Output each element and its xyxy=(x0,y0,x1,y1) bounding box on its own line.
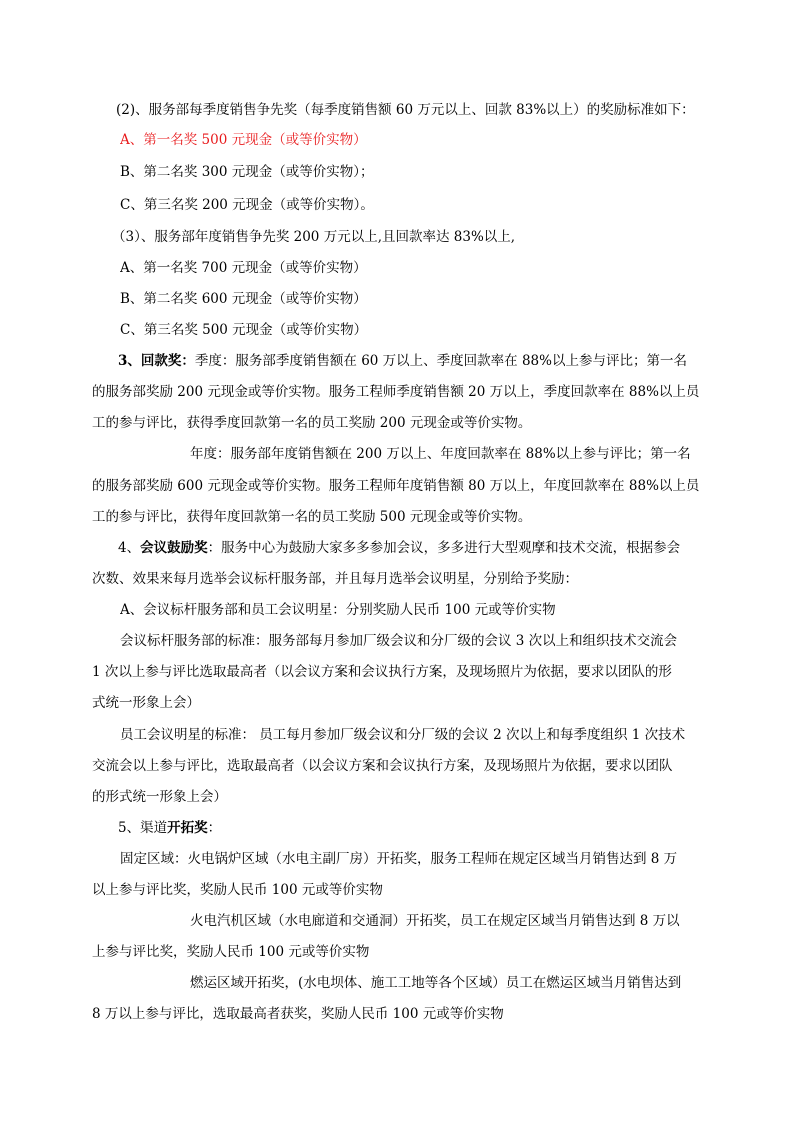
star-standard-line-1: 员工会议明星的标准： 员工每月参加厂级会议和分厂级的会议 2 次以上和每季度组织 1 次技术 xyxy=(120,727,686,743)
fixed-area-line-2: 以上参与评比奖，奖励人民币 100 元或等价实物 xyxy=(92,882,383,898)
meeting-award-item-a: A、会议标杆服务部和员工会议明星：分别奖励人民币 100 元或等价实物 xyxy=(120,602,556,618)
quarterly-award-heading: (2)、服务部每季度销售争先奖（每季度销售额 60 万元以上、回款 83%以上）的奖励标准如下： xyxy=(116,102,695,118)
turbine-area-line-1: 火电汽机区域（水电廊道和交通洞）开拓奖，员工在规定区域当月销售达到 8 万以 xyxy=(190,913,680,929)
collection-award-year-line-2: 的服务部奖励 600 元现金或等价实物。服务工程师年度销售额 80 万以上，年度回款率在 88%以上员 xyxy=(92,478,700,494)
star-standard-line-2: 交流会以上参与评比，选取最高者（以会议方案和会议执行方案，及现场照片为依据，要求以团队 xyxy=(92,758,673,774)
fuel-area-line-2: 8 万以上参与评比，选取最高者获奖，奖励人民币 100 元或等价实物 xyxy=(92,1006,504,1022)
fixed-area-line-1: 固定区域：火电锅炉区域（水电主副厂房）开拓奖，服务工程师在规定区域当月销售达到 8 万 xyxy=(120,851,678,867)
fuel-area-line-1: 燃运区域开拓奖，(水电坝体、施工工地等各个区域）员工在燃运区域当月销售达到 xyxy=(190,975,682,991)
collection-award-title: 3、回款奖： xyxy=(118,353,195,369)
channel-award-heading: 5、渠道开拓奖： xyxy=(118,820,222,836)
annual-award-item-c: C、第三名奖 500 元现金（或等价实物） xyxy=(120,322,368,338)
collection-award-year-line-1: 年度：服务部年度销售额在 200 万以上、年度回款率在 88%以上参与评比；第一名 xyxy=(190,446,691,462)
benchmark-standard-line-1: 会议标杆服务部的标准：服务部每月参加厂级会议和分厂级的会议 3 次以上和组织技术交流会 xyxy=(120,633,678,649)
collection-award-quarter-line-2: 的服务部奖励 200 元现金或等价实物。服务工程师季度销售额 20 万以上，季度回款率在 88%以上员 xyxy=(92,384,700,400)
annual-award-item-a: A、第一名奖 700 元现金（或等价实物） xyxy=(120,260,367,276)
quarterly-award-item-a: A、第一名奖 500 元现金（或等价实物） xyxy=(120,132,367,148)
meeting-award-intro-line-2: 次数、效果来每月选举会议标杆服务部，并且每月选举会议明星，分别给予奖励： xyxy=(92,571,578,587)
quarterly-award-item-c: C、第三名奖 200 元现金（或等价实物）。 xyxy=(120,197,374,213)
turbine-area-line-2: 上参与评比奖，奖励人民币 100 元或等价实物 xyxy=(92,944,370,960)
channel-award-title: 开拓奖 xyxy=(167,820,208,836)
annual-award-item-b: B、第二名奖 600 元现金（或等价实物） xyxy=(120,291,367,307)
quarterly-award-item-b: B、第二名奖 300 元现金（或等价实物）； xyxy=(120,164,374,180)
collection-award-quarter-line-3: 工的参与评比，获得季度回款第一名的员工奖励 200 元现金或等价实物。 xyxy=(92,415,532,431)
collection-award-quarter-line-1: 3、回款奖：季度：服务部季度销售额在 60 万以上、季度回款率在 88%以上参与评比；第一名 xyxy=(118,353,687,369)
benchmark-standard-line-2: 1 次以上参与评比选取最高者（以会议方案和会议执行方案，及现场照片为依据，要求以团队的形 xyxy=(92,664,672,680)
annual-award-heading: （3）、服务部年度销售争先奖 200 万元以上,且回款率达 83%以上, xyxy=(112,229,516,245)
meeting-award-title: 会议鼓励奖 xyxy=(140,540,208,556)
meeting-award-intro-line-1: 4、会议鼓励奖：服务中心为鼓励大家多多参加会议，多多进行大型观摩和技术交流，根据参会 xyxy=(118,540,681,556)
benchmark-standard-line-3: 式统一形象上会） xyxy=(92,695,200,711)
star-standard-line-3: 的形式统一形象上会） xyxy=(92,789,227,805)
collection-award-year-line-3: 工的参与评比，获得年度回款第一名的员工奖励 500 元现金或等价实物。 xyxy=(92,509,532,525)
